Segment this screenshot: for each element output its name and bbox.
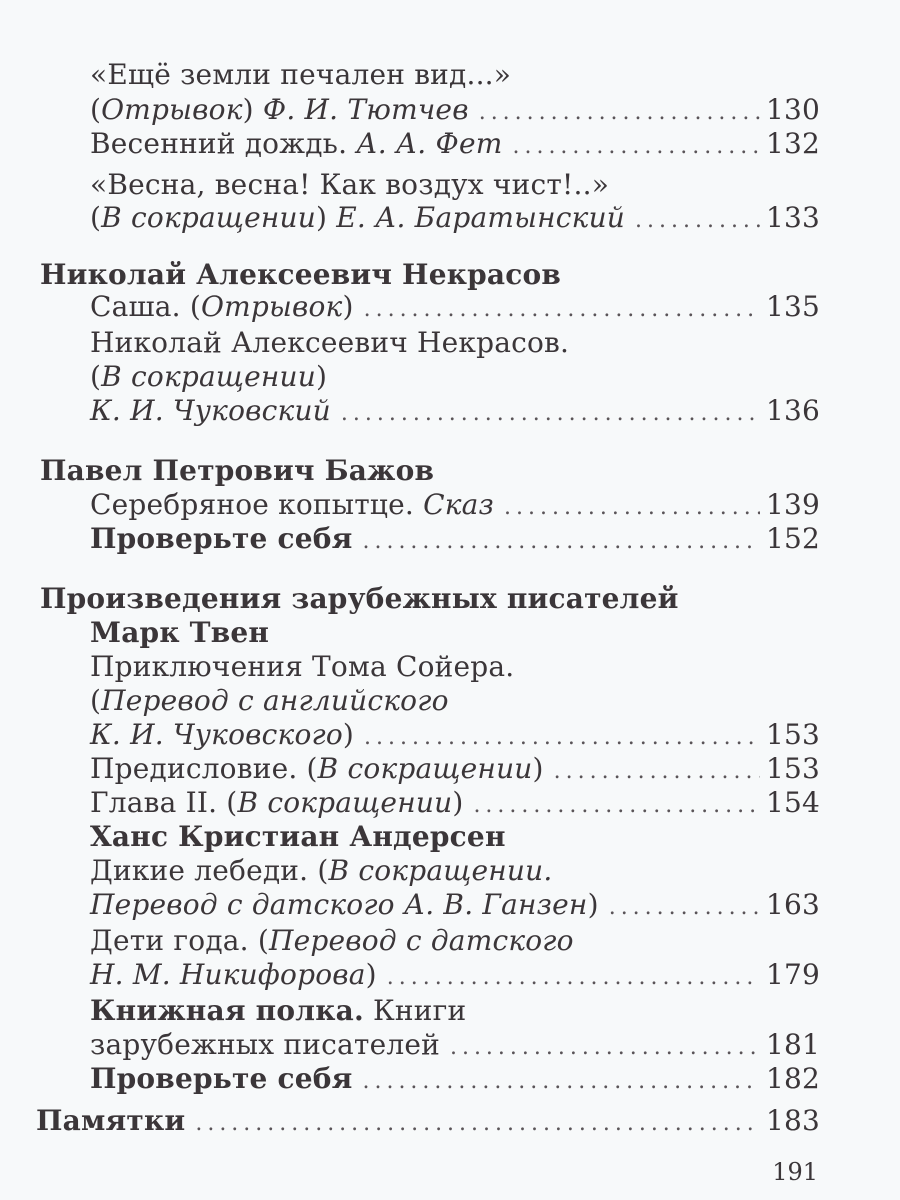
entry-title [40, 582, 679, 616]
entry-title [90, 684, 449, 718]
entry-text-segment: зарубежных писателей [90, 1028, 440, 1061]
entry-title [90, 888, 599, 922]
entry-title [90, 290, 354, 324]
entry-text-segment: Предисловие. ( [90, 752, 318, 785]
entry-text-segment: Проверьте себя [90, 1062, 353, 1095]
entry-text-segment: ) [342, 290, 354, 323]
entry-text-segment: Перевод с датского А. В. Ганзен [90, 888, 588, 921]
entry-title [90, 752, 544, 786]
entry-title [90, 820, 506, 854]
entry-text-segment: Е. А. Баратынский [336, 201, 626, 234]
entry-text-segment: ) [316, 201, 337, 234]
entry-page-number: 135 [765, 290, 820, 323]
dot-leader [504, 491, 760, 525]
entry-text-segment: ( [90, 201, 102, 234]
entry-text-segment: Николай Алексеевич Некрасов [40, 258, 562, 291]
toc-entry [90, 201, 820, 235]
entry-text-segment: Глава II. ( [90, 786, 238, 819]
entry-title [90, 326, 569, 360]
entry-title [90, 488, 494, 522]
entry-text-segment: Ф. И. Тютчев [262, 93, 469, 126]
entry-text-segment: Сказ [423, 488, 495, 521]
entry-page-number: 154 [765, 786, 820, 819]
entry-page-number: 182 [765, 1062, 820, 1095]
dot-leader [609, 891, 760, 925]
entry-page-number: 136 [765, 394, 820, 427]
dot-leader [364, 721, 760, 755]
entry-text-segment: Памятки [36, 1104, 186, 1137]
entry-title [90, 718, 354, 752]
entry-text-segment: Перевод с английского [101, 684, 449, 717]
entry-text-segment: Книги [363, 994, 467, 1027]
toc-heading-line [90, 326, 569, 360]
toc-entry [90, 888, 820, 922]
entry-text-segment: Книжная полка. [90, 994, 364, 1027]
toc-entry [90, 127, 820, 161]
entry-text-segment: Перевод с датского [268, 924, 574, 957]
entry-title [90, 924, 574, 958]
toc-entry [90, 718, 820, 752]
entry-title [90, 994, 466, 1028]
entry-text-segment: ) [452, 786, 464, 819]
entry-text-segment: В сокращении [317, 752, 533, 785]
entry-text-segment: Отрывок [101, 93, 243, 126]
entry-page-number: 183 [765, 1104, 820, 1137]
entry-text-segment: «Весна, весна! Как воздух чист!..» [90, 168, 610, 201]
entry-text-segment: ) [587, 888, 599, 921]
entry-text-segment: В сокращении [101, 360, 316, 393]
toc-entry [90, 752, 820, 786]
entry-title [90, 127, 502, 161]
entry-text-segment: Серебряное копытце. [90, 488, 424, 521]
entry-text-segment: Павел Петрович Бажов [40, 454, 435, 487]
entry-title [40, 258, 561, 292]
entry-title [90, 1028, 440, 1062]
entry-text-segment: Дети года. ( [90, 924, 269, 957]
dot-leader [554, 755, 760, 789]
entry-page-number: 181 [765, 1028, 820, 1061]
entry-text-segment: А. А. Фет [356, 127, 503, 160]
dot-leader [635, 204, 760, 238]
entry-title [90, 93, 469, 127]
dot-leader [362, 1065, 759, 1099]
entry-text-segment: Весенний дождь. [90, 127, 357, 160]
toc-entry [36, 1104, 820, 1138]
toc-entry [90, 394, 820, 428]
dot-leader [195, 1107, 760, 1141]
entry-title [40, 454, 434, 488]
entry-title [90, 786, 463, 820]
entry-page-number: 153 [765, 752, 820, 785]
entry-text-segment: В сокращении [101, 201, 316, 234]
entry-title [90, 958, 377, 992]
dot-leader [341, 397, 760, 431]
entry-title [90, 360, 327, 394]
toc-entry [90, 1028, 820, 1062]
toc-entry [90, 786, 820, 820]
toc-heading-line [40, 454, 434, 488]
dot-leader [512, 130, 759, 164]
entry-title [90, 616, 269, 650]
entry-text-segment: Проверьте себя [90, 522, 353, 555]
entry-page-number: 133 [765, 201, 820, 234]
entry-text-segment: «Ещё земли печален вид...» [90, 58, 512, 91]
entry-title [90, 201, 625, 235]
entry-text-segment: ) [365, 958, 377, 991]
entry-text-segment: В сокращении. [328, 854, 553, 887]
toc-entry [90, 93, 820, 127]
entry-text-segment: Отрывок [200, 290, 343, 323]
entry-text-segment: Марк Твен [90, 616, 270, 649]
entry-text-segment: ( [90, 360, 102, 393]
toc-entry [90, 522, 820, 556]
entry-page-number: 132 [765, 127, 820, 160]
entry-text-segment: ) [342, 718, 355, 751]
dot-leader [479, 96, 760, 130]
toc-entry [90, 1062, 820, 1096]
entry-text-segment: К. И. Чуковского [90, 718, 343, 751]
dot-leader [387, 961, 760, 995]
entry-title [36, 1104, 185, 1138]
entry-text-segment: Н. М. Никифорова [90, 958, 366, 991]
entry-page-number: 130 [765, 93, 820, 126]
entry-page-number: 152 [765, 522, 820, 555]
entry-text-segment: ) [242, 93, 263, 126]
toc-heading-line [90, 684, 449, 718]
toc-heading-line [40, 582, 679, 616]
toc-entry [90, 958, 820, 992]
entry-text-segment: Николай Алексеевич Некрасов. [90, 326, 570, 359]
entry-text-segment: Саша. ( [90, 290, 201, 323]
entry-text-segment: ) [316, 360, 328, 393]
entry-text-segment: Ханс Кристиан Андерсен [90, 820, 506, 853]
entry-text-segment: Дикие лебеди. ( [90, 854, 329, 887]
toc-entry [90, 488, 820, 522]
entry-page-number: 163 [765, 888, 820, 921]
toc-heading-line [90, 168, 609, 202]
entry-text-segment: ( [90, 93, 102, 126]
entry-title [90, 394, 331, 428]
toc-heading-line [90, 650, 514, 684]
entry-title [90, 58, 511, 92]
dot-leader [362, 525, 759, 559]
toc-heading-line [90, 854, 552, 888]
entry-text-segment: Произведения зарубежных писателей [40, 582, 679, 615]
entry-text-segment: ) [532, 752, 544, 785]
toc-heading-line [40, 258, 561, 292]
entry-page-number: 153 [765, 718, 820, 751]
toc-heading-line [90, 924, 574, 958]
toc-entry [90, 290, 820, 324]
toc-heading-line [90, 360, 327, 394]
entry-page-number: 179 [765, 958, 820, 991]
entry-text-segment: ( [90, 684, 102, 717]
entry-text-segment: Приключения Тома Сойера. [90, 650, 515, 683]
entry-text-segment: В сокращении [237, 786, 453, 819]
dot-leader [473, 789, 760, 823]
dot-leader [364, 293, 760, 327]
toc-heading-line [90, 820, 506, 854]
entry-title [90, 650, 514, 684]
entry-title [90, 1062, 352, 1096]
entry-text-segment: К. И. Чуковский [90, 394, 331, 427]
entry-title [90, 854, 552, 888]
dot-leader [450, 1031, 760, 1065]
toc-heading-line [90, 616, 269, 650]
page-number: 191 [772, 1158, 818, 1186]
entry-title [90, 522, 352, 556]
toc-heading-line [90, 58, 511, 92]
entry-title [90, 168, 609, 202]
toc-heading-line [90, 994, 466, 1028]
entry-page-number: 139 [765, 488, 820, 521]
